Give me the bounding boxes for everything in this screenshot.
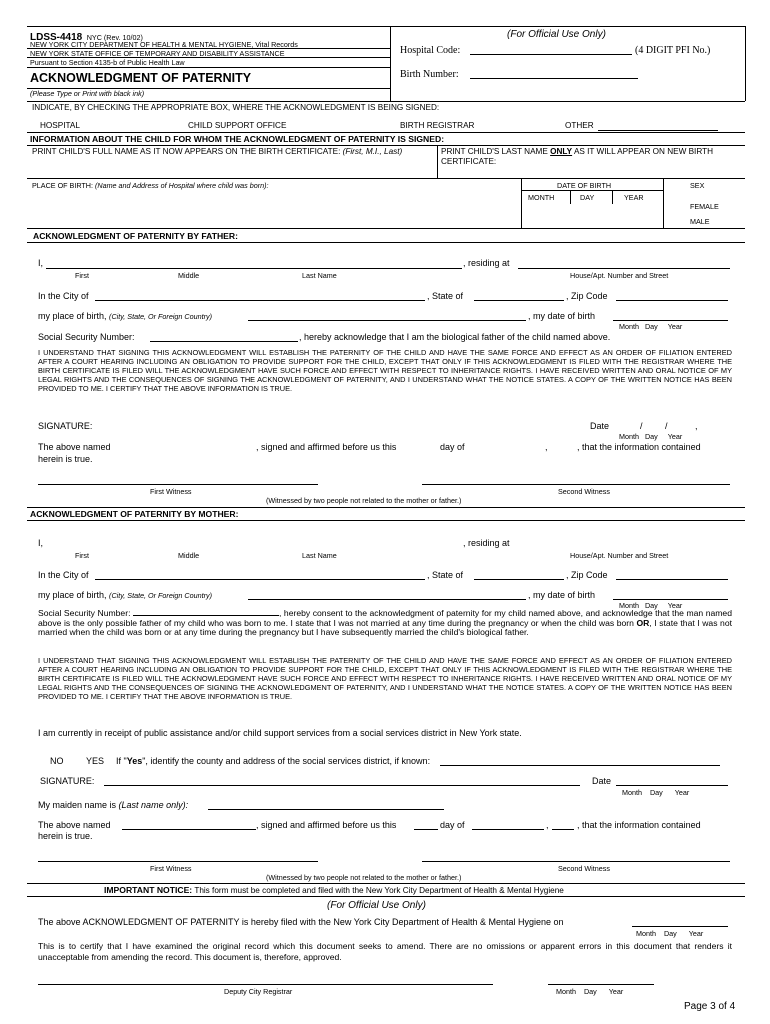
father-above-named: The above named [38,442,111,452]
father-first-witness: First Witness [150,487,192,496]
mother-signature-field[interactable] [104,785,580,786]
form-id: LDSS-4418 NYC (Rev. 10/02) [30,32,143,43]
dob-month-label: MONTH [528,193,555,202]
assistance-text: I am currently in receipt of public assistance and/or child support services from a social services district in New York state. [38,728,522,738]
father-dob-field[interactable] [613,320,728,321]
father-last-caption: Last Name [302,271,337,280]
father-city-field[interactable] [95,300,425,301]
father-i: I, [38,258,44,268]
maiden-name-field[interactable] [208,809,444,810]
mother-zip-field[interactable] [616,579,728,580]
birth-number-label: Birth Number: [400,69,459,80]
father-day-of: day of [440,442,465,452]
mother-residing: , residing at [463,538,510,548]
father-middle-caption: Middle [178,271,200,280]
father-signature-label: SIGNATURE: [38,421,93,431]
location-child-support[interactable]: CHILD SUPPORT OFFICE [188,121,287,130]
dob-year-label: YEAR [624,193,644,202]
mother-city-label: In the City of [38,570,89,580]
mother-named-field[interactable] [122,829,256,830]
father-zip-label: , Zip Code [566,291,608,301]
mother-city-field[interactable] [95,579,425,580]
mother-zip-label: , Zip Code [566,570,608,580]
assistance-yes[interactable]: YES [86,756,105,766]
deputy-registrar-label: Deputy City Registrar [224,987,293,996]
assistance-if-yes: If "Yes", identify the county and address of the social services district, if known: [116,756,431,766]
father-comma: , [545,442,548,452]
father-residing: , residing at [463,258,510,268]
father-house-caption: House/Apt. Number and Street [570,271,669,280]
father-heading: ACKNOWLEDGMENT OF PATERNITY BY FATHER: [33,231,238,241]
place-of-birth-label: PLACE OF BIRTH: (Name and Address of Hospital where child was born): [32,181,269,190]
dob-label: DATE OF BIRTH [557,181,612,190]
hospital-code-note: (4 DIGIT PFI No.) [635,45,711,56]
mother-consent-text: Social Security Number: , hereby consent to the acknowledgment of paternity for my child named above, and acknowledge that the man named above is the only possible father of my child who was born to me. I state that I was not married at any time during the pregnancy or when the child was born OR, I state that I was not married when the child was born or at any time during the pregnancy but I have subsequently married the child's biological father. [38,608,732,638]
mother-state-field[interactable] [474,579,564,580]
father-ssn-field[interactable] [150,341,298,342]
father-second-witness-line[interactable] [422,484,730,485]
official-use-header: (For Official Use Only) [507,29,606,40]
father-state-label: , State of [427,291,464,301]
child-last-name-label: PRINT CHILD'S LAST NAME ONLY AS IT WILL APPEAR ON NEW BIRTH [441,147,714,156]
mother-second-witness-line[interactable] [422,861,730,862]
father-name-field[interactable] [46,268,462,269]
location-birth-registrar[interactable]: BIRTH REGISTRAR [400,121,475,130]
father-zip-field[interactable] [616,300,728,301]
maiden-name-label: My maiden name is (Last name only): [38,800,189,810]
mother-herein: herein is true. [38,831,93,841]
mother-date-caption: Month Day Year [622,788,690,797]
location-hospital[interactable]: HOSPITAL [40,121,80,130]
mother-day-of: day of [440,820,465,830]
page-title: ACKNOWLEDGMENT OF PATERNITY [30,71,252,85]
child-heading: INFORMATION ABOUT THE CHILD FOR WHOM THE ACKNOWLEDGMENT OF PATERNITY IS SIGNED: [30,134,445,144]
important-notice: IMPORTANT NOTICE: This form must be completed and filed with the New York City Department of Health & Mental Hygiene [104,885,564,895]
mother-first-witness-line[interactable] [38,861,318,862]
dept-nyc: NEW YORK CITY DEPARTMENT OF HEALTH & MENTAL HYGIENE, Vital Records [30,40,298,49]
mother-dob-caption: Month Day Year [619,601,683,610]
filed-date-caption: Month Day Year [636,929,704,938]
mother-that-info: , that the information contained [577,820,701,830]
father-pob-label: my place of birth, (City, State, Or Foreign Country) [38,311,212,321]
father-ssn-label: Social Security Number: [38,332,135,342]
child-certificate-label: CERTIFICATE: [441,157,497,166]
sex-female[interactable]: FEMALE [690,202,719,211]
mother-signature-label: SIGNATURE: [40,776,95,786]
type-note: (Please Type or Print with black ink) [30,89,145,98]
location-other[interactable]: OTHER [565,121,594,130]
mother-dob-label: , my date of birth [528,590,596,600]
mother-understand-text: I UNDERSTAND THAT SIGNING THIS ACKNOWLEDGMENT WILL ESTABLISH THE PATERNITY OF THE CHILD AND HAVE THE SAME FORCE AND EFFECT AS AN ORDER OF FILIATION ENTERED AFTER A COURT HEARING INCLUDING AN OBLIGATION TO PROVIDE SUPPORT FOR THE CHILD, EXCEPT THAT ONLY IF THIS ACKNOWLEDGMENT IS FILED WITH THE REGISTRAR WHERE THE BIRTH CERTIFICATE IS FILED WILL THE ACKNOWLEDGMENT HAVE SUCH FORCE AND EFFECT WITH RESPECT TO INHERITANCE RIGHTS. I HAVE RECEIVED WRITTEN AND ORAL NOTICE OF MY LEGAL RIGHTS AND THE CONSEQUENCES OF SIGNING THE ACKNOWLEDGMENT OF PATERNITY, AND I UNDERSTAND WHAT THE NOTICE STATES. A COPY OF THE WRITTEN NOTICE HAS BEEN PROVIDED TO ME. I CERTIFY THAT THE ABOVE INFORMATION IS TRUE. [38,656,732,701]
mother-comma: , [546,820,549,830]
registrar-date-caption: Month Day Year [556,987,624,996]
mother-day-field[interactable] [414,829,438,830]
mother-last-caption: Last Name [302,551,337,560]
mother-pob-field[interactable] [248,599,526,600]
official-use-heading: (For Official Use Only) [327,900,426,911]
father-herein: herein is true. [38,454,93,464]
father-first-caption: First [75,271,89,280]
father-understand-text: I UNDERSTAND THAT SIGNING THIS ACKNOWLEDGMENT WILL ESTABLISH THE PATERNITY OF THE CHILD AND HAVE THE SAME FORCE AND EFFECT AS AN ORDER OF FILIATION ENTERED AFTER A COURT HEARING INCLUDING AN OBLIGATION TO PROVIDE SUPPORT FOR THE CHILD, EXCEPT THAT ONLY IF THIS ACKNOWLEDGMENT IS FILED WITH THE REGISTRAR WHERE THE BIRTH CERTIFICATE IS FILED WILL THE ACKNOWLEDGMENT HAVE SUCH FORCE AND EFFECT WITH RESPECT TO INHERITANCE RIGHTS. I HAVE RECEIVED WRITTEN AND ORAL NOTICE OF MY LEGAL RIGHTS AND THE CONSEQUENCES OF SIGNING THE ACKNOWLEDGMENT OF PATERNITY, AND I UNDERSTAND WHAT THE NOTICE STATES. A COPY OF THE WRITTEN NOTICE HAS BEEN PROVIDED TO ME. I CERTIFY THAT THE ABOVE INFORMATION IS TRUE. [38,348,732,393]
father-witnessed-by: (Witnessed by two people not related to the mother or father.) [266,496,462,505]
mother-year-field[interactable] [552,829,574,830]
mother-i: I, [38,538,44,548]
father-pob-field[interactable] [248,320,526,321]
mother-signed-affirmed: , signed and affirmed before us this [256,820,397,830]
mother-first-caption: First [75,551,89,560]
sex-label: SEX [690,181,705,190]
mother-dob-field[interactable] [613,599,728,600]
mother-house-caption: House/Apt. Number and Street [570,551,669,560]
hospital-code-field[interactable] [470,54,632,55]
assistance-no[interactable]: NO [50,756,64,766]
hospital-code-label: Hospital Code: [400,45,461,56]
mother-pob-label: my place of birth, (City, State, Or Foreign Country) [38,590,212,600]
mother-date-label: Date [592,776,612,786]
father-date-slashes: / / , [640,421,698,431]
registrar-signature-line[interactable] [38,984,493,985]
mother-date-field[interactable] [616,785,728,786]
mother-above-named: The above named [38,820,111,830]
father-date-label: Date [590,421,610,431]
filed-text: The above ACKNOWLEDGMENT OF PATERNITY is hereby filed with the New York City Department of Health & Mental Hygiene on [38,917,564,927]
father-that-info: , that the information contained [577,442,701,452]
child-full-name-label: PRINT CHILD'S FULL NAME AS IT NOW APPEARS ON THE BIRTH CERTIFICATE: (First, M.I., Last) [32,147,403,156]
sex-male[interactable]: MALE [690,217,710,226]
registrar-date-line[interactable] [548,984,654,985]
other-location-field[interactable] [598,130,718,131]
mother-first-witness: First Witness [150,864,192,873]
father-second-witness: Second Witness [558,487,610,496]
mother-heading: ACKNOWLEDGMENT OF PATERNITY BY MOTHER: [30,509,239,519]
certify-text: This is to certify that I have examined the original record which this document seeks to amend. There are no omissions or apparent errors in this document that renders it unacceptable from amending the record. This document is, therefore, approved. [38,941,732,962]
dob-day-label: DAY [580,193,595,202]
social-services-district-field[interactable] [440,765,720,766]
pursuant-text: Pursuant to Section 4135-b of Public Health Law [30,58,185,67]
mother-second-witness: Second Witness [558,864,610,873]
mother-state-label: , State of [427,570,464,580]
father-state-field[interactable] [474,300,564,301]
location-instruction: INDICATE, BY CHECKING THE APPROPRIATE BOX, WHERE THE ACKNOWLEDGMENT IS BEING SIGNED: [32,103,440,112]
father-dob-caption: Month Day Year [619,322,683,331]
page-number: Page 3 of 4 [684,1001,736,1012]
father-signed-affirmed: , signed and affirmed before us this [256,442,397,452]
mother-middle-caption: Middle [178,551,200,560]
dept-nys: NEW YORK STATE OFFICE OF TEMPORARY AND DISABILITY ASSISTANCE [30,49,285,58]
father-date-caption: Month Day Year [619,432,683,441]
father-city-label: In the City of [38,291,89,301]
father-dob-label: , my date of birth [528,311,596,321]
father-first-witness-line[interactable] [38,484,318,485]
father-address-field[interactable] [518,268,730,269]
mother-month-field[interactable] [472,829,544,830]
father-ack-text: , hereby acknowledge that I am the biological father of the child named above. [299,332,611,342]
filed-date-field[interactable] [632,926,728,927]
birth-number-field[interactable] [470,78,638,79]
mother-witnessed-by: (Witnessed by two people not related to the mother or father.) [266,873,462,882]
